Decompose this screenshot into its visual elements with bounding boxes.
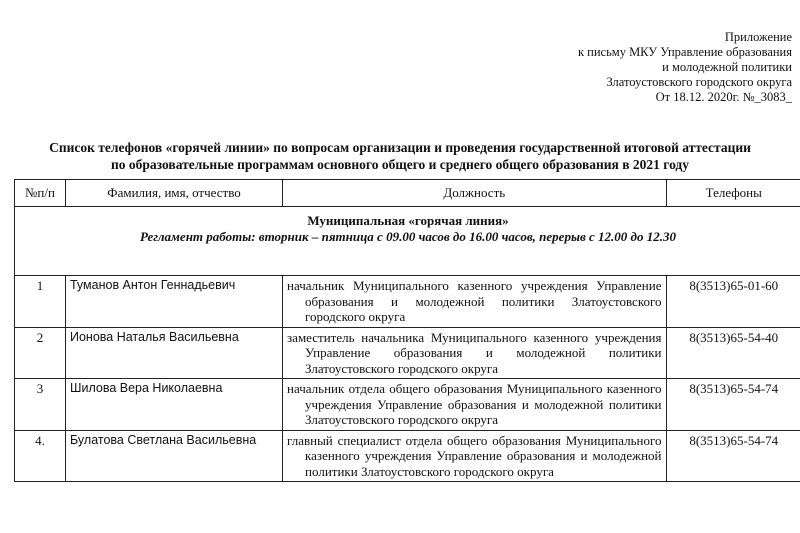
row-number: 4. (15, 430, 66, 482)
row-position-text: заместитель начальника Муниципального казенного учреждения Управление образования и молодежной политики Златоустовского городского округа (287, 329, 662, 376)
row-name: Шилова Вера Николаевна (66, 379, 283, 431)
title-line-1: Список телефонов «горячей линии» по вопросам организации и проведения государственной итоговой аттестации (49, 140, 751, 155)
appendix-line: и молодежной политики (662, 60, 792, 74)
row-number: 1 (15, 276, 66, 328)
appendix-line: Приложение (724, 30, 792, 44)
row-position (283, 379, 666, 431)
table-row (15, 430, 800, 482)
row-name: Туманов Антон Геннадьевич (66, 276, 283, 328)
appendix-block (578, 30, 792, 105)
section-row (15, 207, 800, 276)
row-phone: 8(3513)65-54-74 (666, 430, 800, 482)
appendix-date-line: От 18.12. 2020г. №_3083_ (655, 90, 792, 104)
row-position (283, 430, 666, 482)
row-name: Булатова Светлана Васильевна (66, 430, 283, 482)
header-phone: Телефоны (666, 180, 800, 207)
section-name: Муниципальная «горячая линия» (307, 213, 509, 228)
row-position (283, 327, 666, 379)
appendix-line: Златоустовского городского округа (606, 75, 792, 89)
section-cell (15, 207, 800, 276)
header-position: Должность (283, 180, 666, 207)
table-row (15, 276, 800, 328)
hotline-table (14, 179, 800, 482)
table-header-row (15, 180, 800, 207)
title-line-2: по образовательные программам основного общего и среднего общего образования в 2021 году (110, 157, 690, 172)
row-position (283, 276, 666, 328)
header-number: №п/п (15, 180, 66, 207)
row-position-text: главный специалист отдела общего образования Муниципального казенного учреждения Управление образования и молодежной политики Златоустовского городского округа (287, 432, 662, 479)
row-phone: 8(3513)65-01-60 (666, 276, 800, 328)
row-phone: 8(3513)65-54-74 (666, 379, 800, 431)
table-row (15, 379, 800, 431)
section-regulation: Регламент работы: вторник – пятница с 09.00 часов до 16.00 часов, перерыв с 12.00 до 12.30 (139, 228, 676, 244)
header-name: Фамилия, имя, отчество (66, 180, 283, 207)
row-number: 3 (15, 379, 66, 431)
row-position-text: начальник Муниципального казенного учреждения Управление образования и молодежной политики Златоустовского городского округа (287, 278, 662, 324)
document-title (0, 139, 800, 173)
row-position-text: начальник отдела общего образования Муниципального казенного учреждения Управление образования и молодежной политики Златоустовского городского округа (287, 381, 662, 427)
row-name: Ионова Наталья Васильевна (66, 327, 283, 379)
table-row (15, 327, 800, 379)
appendix-line: к письму МКУ Управление образования (577, 45, 792, 59)
row-number: 2 (15, 327, 66, 379)
row-phone: 8(3513)65-54-40 (666, 327, 800, 379)
